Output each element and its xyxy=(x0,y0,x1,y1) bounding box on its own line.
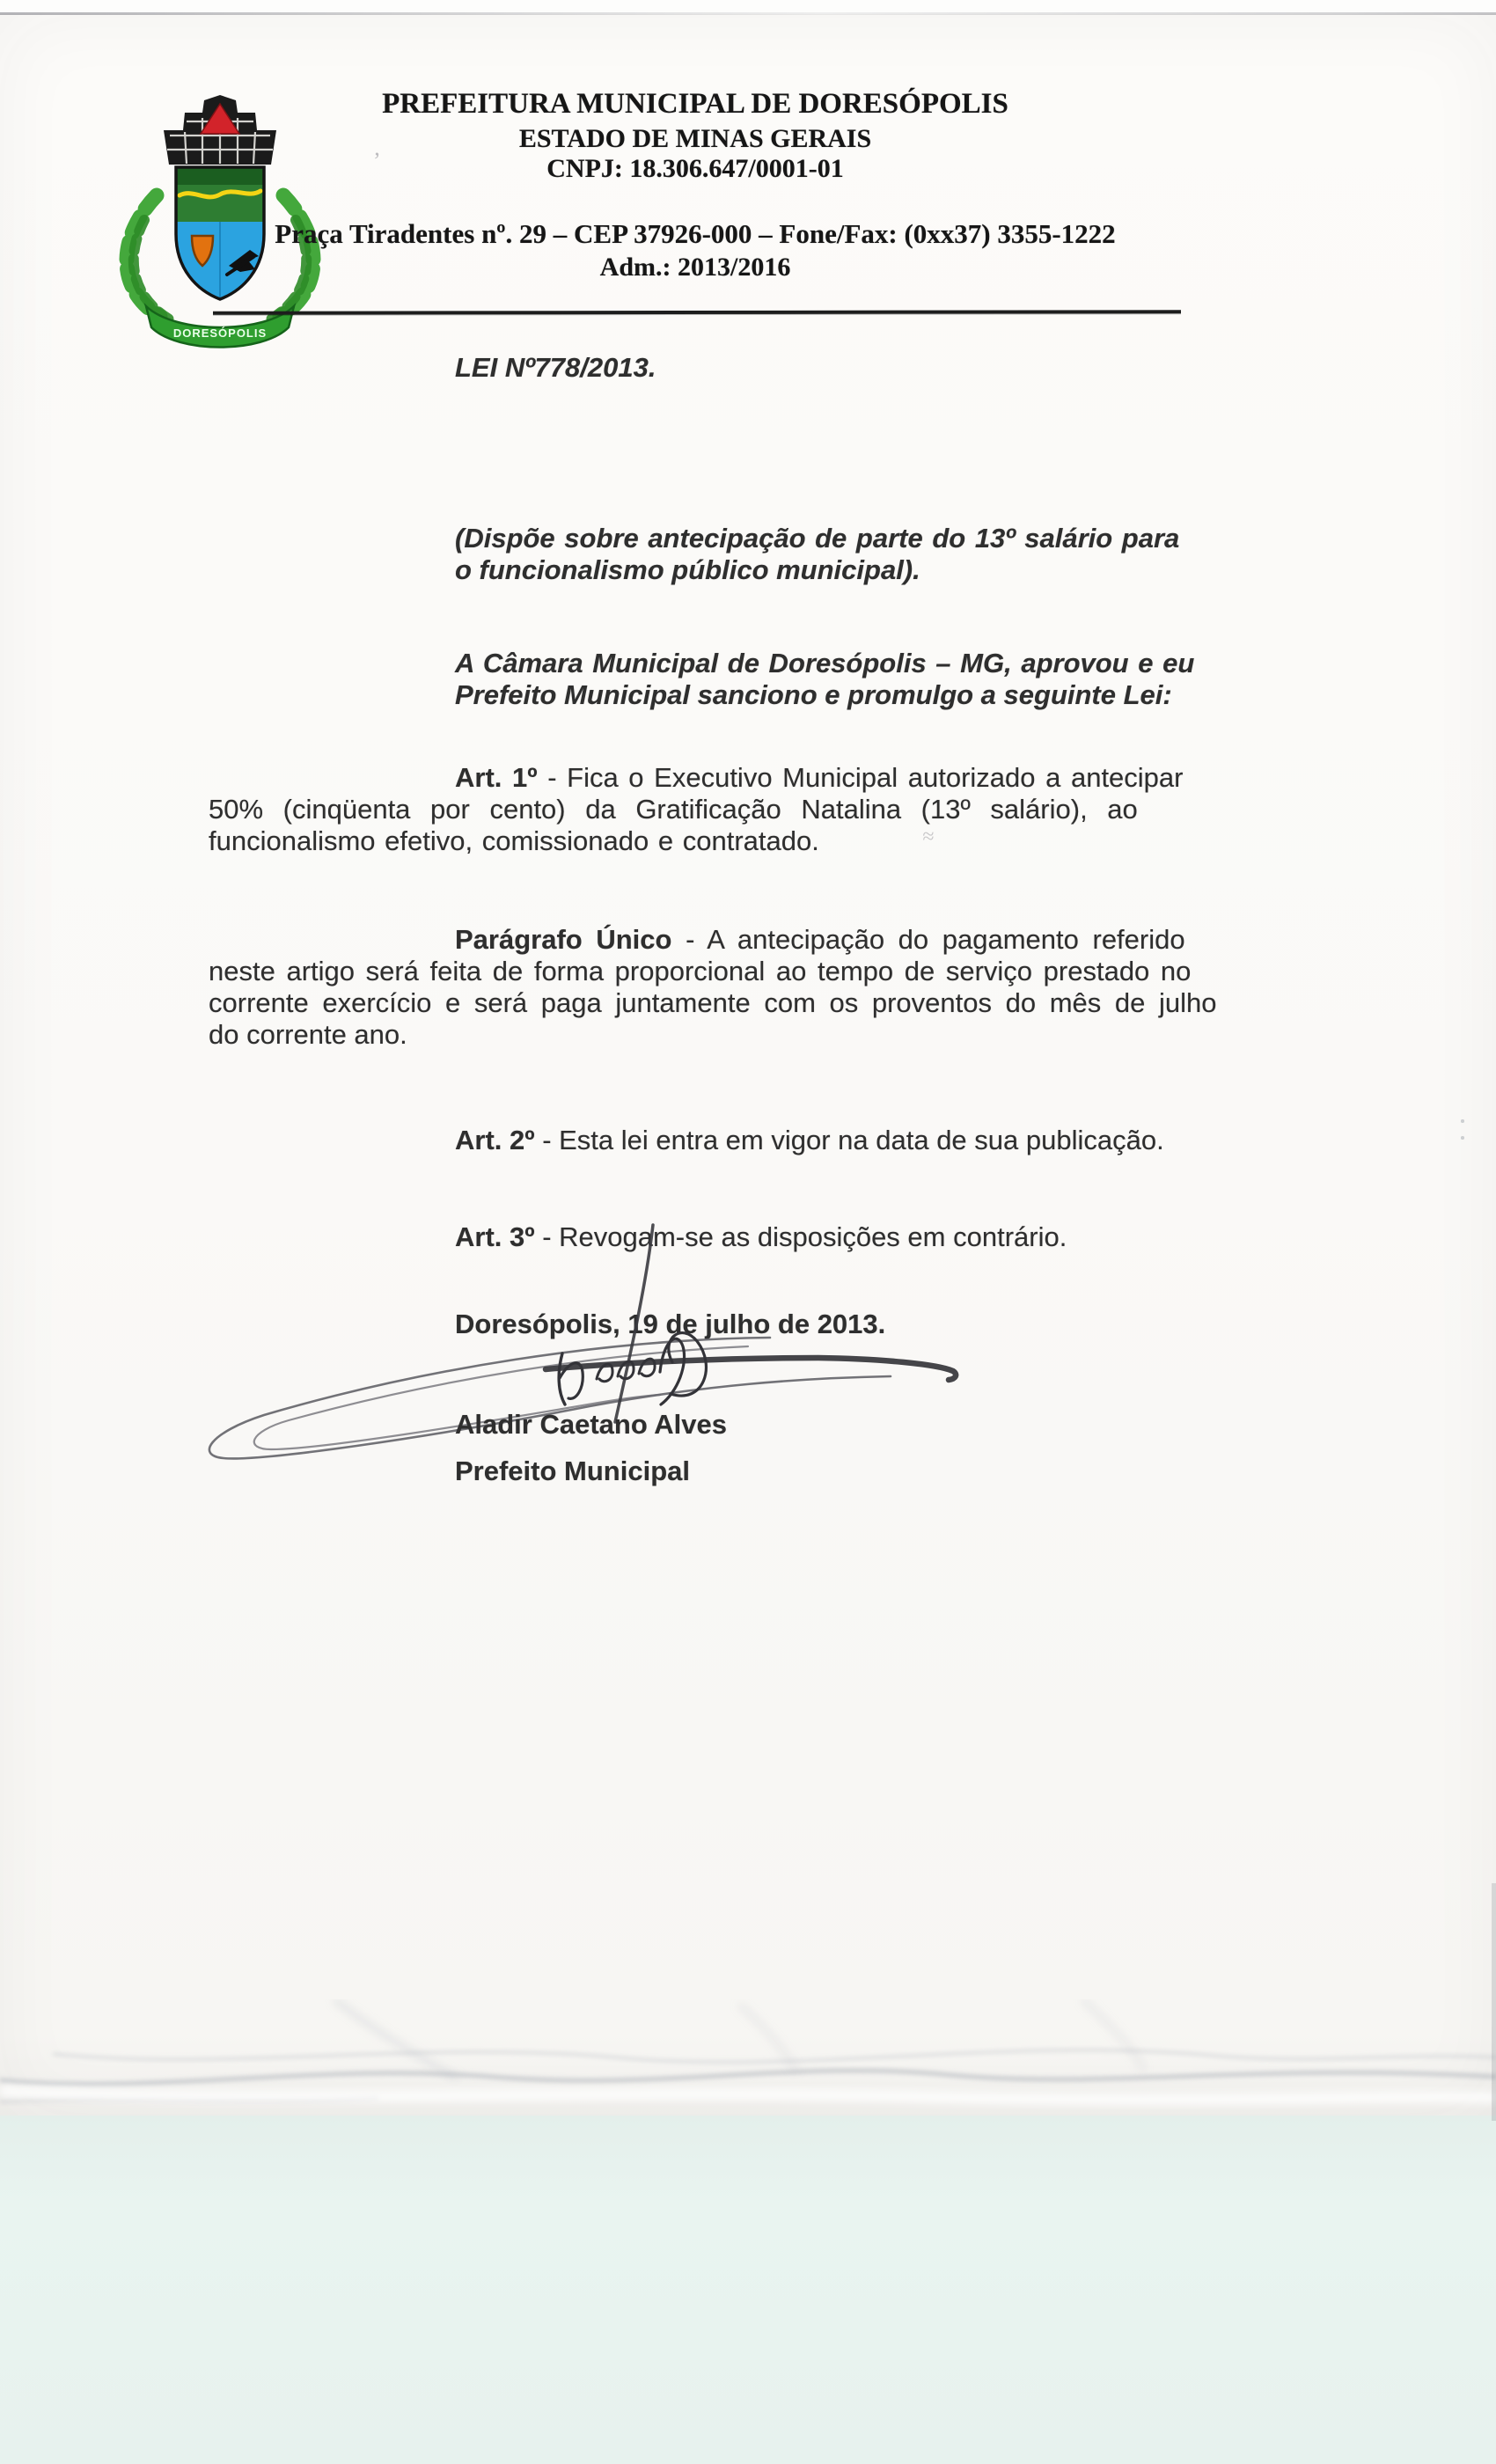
cnpj-line: CNPJ: 18.306.647/0001-01 xyxy=(546,154,844,183)
sole-paragraph-line-1 xyxy=(455,924,1185,956)
preamble-line-1: A Câmara Municipal de Doresópolis – MG, aprovou e eu xyxy=(455,648,1195,678)
sole-paragraph-label: Parágrafo Único xyxy=(455,924,672,955)
sole-paragraph-line-4: do corrente ano. xyxy=(209,1019,407,1050)
article1-label: Art. 1º xyxy=(455,762,538,793)
scan-speck-dot-1 xyxy=(1461,1119,1464,1123)
sole-paragraph-line1-text: - A antecipação do pagamento referido xyxy=(671,924,1185,955)
org-name: PREFEITURA MUNICIPAL DE DORESÓPOLIS xyxy=(382,88,1008,120)
article2-text: - Esta lei entra em vigor na data de sua publicação. xyxy=(534,1125,1164,1155)
sole-paragraph-line-2: neste artigo será feita de forma proporcional ao tempo de serviço prestado no xyxy=(209,956,1192,986)
emblem-ribbon-text: DORESÓPOLIS xyxy=(172,326,268,340)
signer-name: Aladir Caetano Alves xyxy=(455,1409,727,1440)
article2-line xyxy=(455,1125,1164,1156)
scan-speck-quote: ’ xyxy=(373,148,381,173)
state-line: ESTADO DE MINAS GERAIS xyxy=(518,124,872,153)
scan-top-edge xyxy=(0,12,1496,15)
paper-crease-wrinkles xyxy=(0,1999,1496,2131)
article3-label: Art. 3º xyxy=(455,1221,535,1252)
sole-paragraph-line-3: corrente exercício e será paga juntamente com os proventos do mês de julho xyxy=(209,987,1217,1018)
article1-line-1 xyxy=(455,762,1184,794)
scan-speck-squiggle: ≈ xyxy=(922,825,935,848)
article1-line-3: funcionalismo efetivo, comissionado e contratado. xyxy=(209,825,819,856)
signer-title: Prefeito Municipal xyxy=(455,1456,690,1486)
scan-right-edge xyxy=(1492,1883,1496,2121)
preamble-line-2: Prefeito Municipal sanciono e promulgo a seguinte Lei: xyxy=(455,679,1172,710)
epigraph-line-1: (Dispõe sobre antecipação de parte do 13º salário para xyxy=(455,523,1180,554)
article1-line1-text: - Fica o Executivo Municipal autorizado a antecipar xyxy=(537,762,1184,793)
article2-label: Art. 2º xyxy=(455,1125,535,1155)
scan-speck-dot-2 xyxy=(1461,1136,1464,1140)
address-line: Praça Tiradentes nº. 29 – CEP 37926-000 – Fone/Fax: (0xx37) 3355-1222 xyxy=(275,218,1116,249)
article1-line-2: 50% (cinqüenta por cento) da Gratificação Natalina (13º salário), ao xyxy=(209,794,1138,825)
dateline: Doresópolis, 19 de julho de 2013. xyxy=(455,1309,886,1339)
law-number: LEI Nº778/2013. xyxy=(455,352,656,383)
epigraph-line-2: o funcionalismo público municipal). xyxy=(455,554,920,585)
scanner-background xyxy=(0,2116,1496,2464)
signature-handwritten xyxy=(132,1206,1012,1487)
article3-text: - Revogam-se as disposições em contrário. xyxy=(534,1221,1067,1252)
administration-line: Adm.: 2013/2016 xyxy=(599,253,791,282)
